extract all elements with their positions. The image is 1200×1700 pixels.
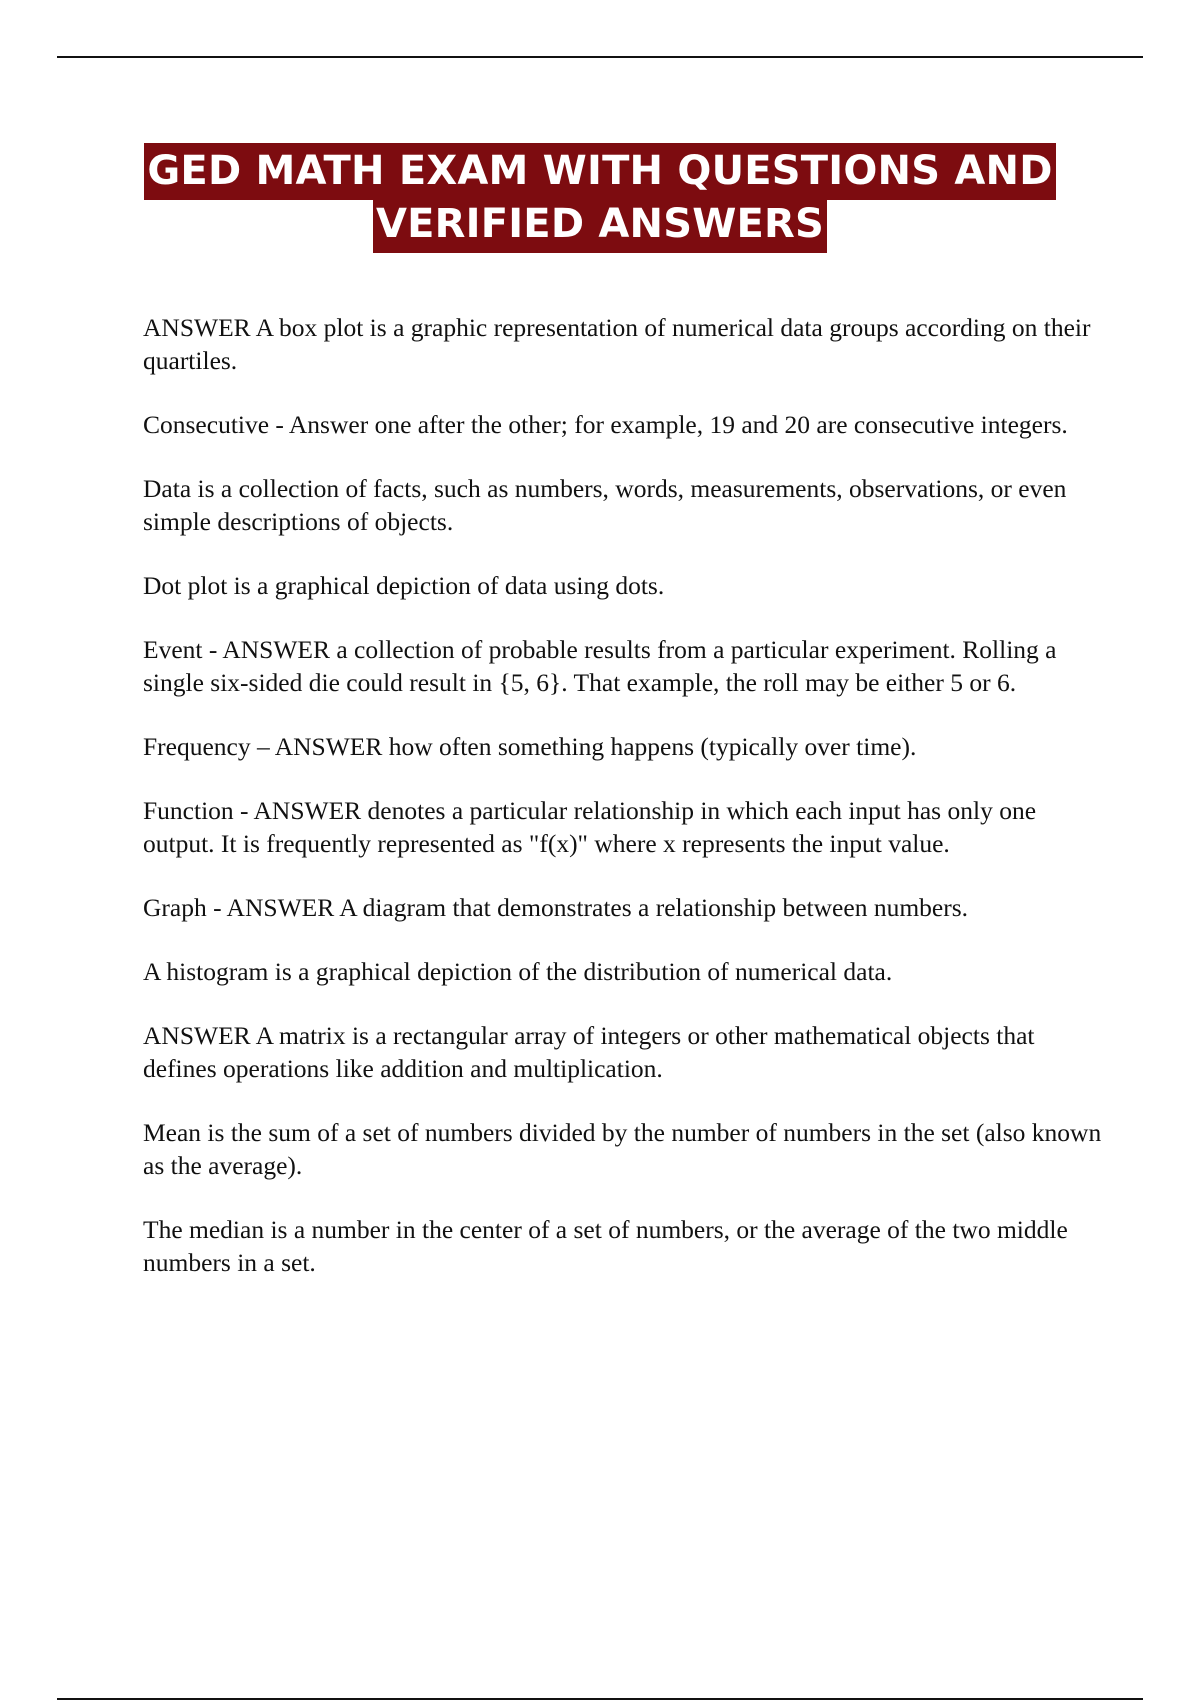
entry-consecutive: Consecutive - Answer one after the other; for example, 19 and 20 are consecutive integers. (143, 410, 1068, 439)
title-line-2: VERIFIED ANSWERS (373, 196, 827, 253)
entry-median: The median is a number in the center of a set of numbers, or the average of the two middle numbers in a set. (143, 1215, 1068, 1277)
title-line-1: GED MATH EXAM WITH QUESTIONS AND (144, 143, 1055, 200)
entry-box-plot: ANSWER A box plot is a graphic representation of numerical data groups according on their quartiles. (143, 313, 1091, 375)
entry-data: Data is a collection of facts, such as numbers, words, measurements, observations, or even simple descriptions of objects. (143, 474, 1067, 536)
top-rule (57, 56, 1143, 58)
entry-function: Function - ANSWER denotes a particular relationship in which each input has only one output. It is frequently represented as "f(x)" where x represents the input value. (143, 796, 1037, 858)
entry-dot-plot: Dot plot is a graphical depiction of data using dots. (143, 571, 665, 600)
entry-event: Event - ANSWER a collection of probable results from a particular experiment. Rolling a single six-sided die could result in {5, 6}. That example, the roll may be either 5 or 6. (143, 635, 1057, 697)
document-title (0, 143, 1200, 257)
entry-matrix: ANSWER A matrix is a rectangular array of integers or other mathematical objects that defines operations like addition and multiplication. (143, 1021, 1035, 1083)
entry-histogram: A histogram is a graphical depiction of the distribution of numerical data. (143, 957, 893, 986)
entry-frequency: Frequency – ANSWER how often something happens (typically over time). (143, 732, 917, 761)
definition-list (143, 311, 1103, 1310)
entry-mean: Mean is the sum of a set of numbers divided by the number of numbers in the set (also known as the average). (143, 1118, 1102, 1180)
entry-graph: Graph - ANSWER A diagram that demonstrates a relationship between numbers. (143, 893, 969, 922)
